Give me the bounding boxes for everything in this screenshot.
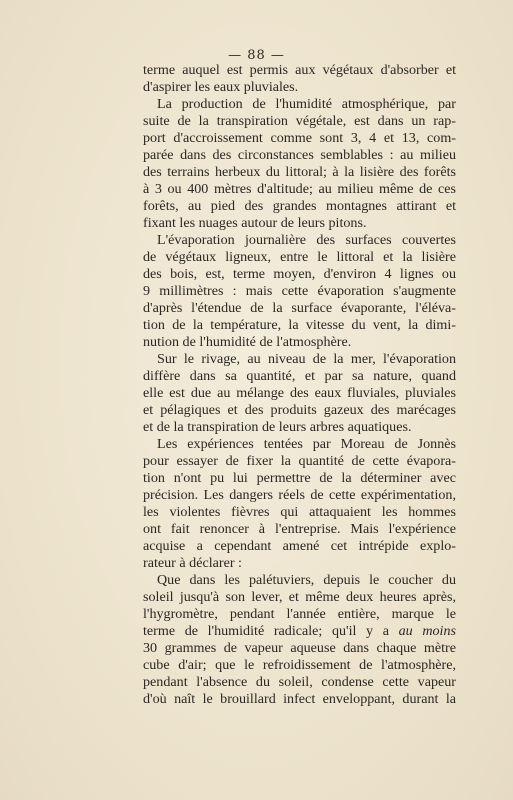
text-line: tion n'ont pu lui permettre de la déterminer avec bbox=[143, 470, 456, 486]
text-line: 9 millimètres : mais cette évaporation s'augmente bbox=[143, 283, 456, 299]
text-line: La production de l'humidité atmosphérique, par bbox=[157, 96, 456, 112]
page-number: — 88 — bbox=[228, 48, 285, 63]
text-line: nution de l'humidité de l'atmosphère. bbox=[143, 334, 352, 350]
text-line: d'où naît le brouillard infect enveloppant, durant la bbox=[143, 691, 456, 707]
text-line: port d'accroissement comme sont 3, 4 et 13, com- bbox=[143, 130, 456, 146]
text-line: elle est due au mélange des eaux fluviales, pluviales bbox=[143, 385, 456, 401]
text-line: parée dans des circonstances semblables : au milieu bbox=[143, 147, 456, 163]
text-line: et pélagiques et des produits gazeux des marécages bbox=[143, 402, 456, 418]
text-line: 30 grammes de vapeur aqueuse dans chaque mètre bbox=[143, 640, 456, 656]
text-line: diffère dans sa quantité, et par sa nature, quand bbox=[143, 368, 456, 384]
text-line: les violentes fièvres qui attaquaient les hommes bbox=[143, 504, 456, 520]
text-line: et de la transpiration de leurs arbres aquatiques. bbox=[143, 419, 412, 435]
text-line: fixant les nuages autour de leurs pitons. bbox=[143, 215, 367, 231]
text-line: suite de la transpiration végétale, est dans un rap- bbox=[143, 113, 456, 129]
text-line: Que dans les palétuviers, depuis le coucher du bbox=[157, 572, 456, 588]
text-line: rateur à déclarer : bbox=[143, 555, 242, 571]
text-line: ont fait renoncer à l'entreprise. Mais l'expérience bbox=[143, 521, 456, 537]
text-line: de végétaux ligneux, entre le littoral et la lisière bbox=[143, 249, 456, 265]
text-line: terme de l'humidité radicale; qu'il y a au moins bbox=[143, 623, 457, 639]
text-line: des terrains herbeux du littoral; à la lisière des forêts bbox=[143, 164, 456, 180]
text-line: pour essayer de fixer la quantité de cette évapora- bbox=[143, 453, 456, 469]
text-line: l'hygromètre, pendant l'année entière, marque le bbox=[143, 606, 456, 622]
text-line: pendant l'absence du soleil, condense cette vapeur bbox=[143, 674, 456, 690]
text-line: acquise a cependant amené cet intrépide explo- bbox=[143, 538, 456, 554]
text-line: Sur le rivage, au niveau de la mer, l'évaporation bbox=[157, 351, 456, 367]
text-line: forêts, au pied des grandes montagnes attirant et bbox=[143, 198, 456, 214]
text-line: des bois, est, terme moyen, d'environ 4 lignes ou bbox=[143, 266, 456, 282]
text-line: tion de la température, la vitesse du vent, la dimi- bbox=[143, 317, 456, 333]
body-text bbox=[143, 62, 456, 708]
text-line: soleil jusqu'à son lever, et même deux heures après, bbox=[143, 589, 456, 605]
text-line: cube d'air; que le refroidissement de l'atmosphère, bbox=[143, 657, 456, 673]
text-line: terme auquel est permis aux végétaux d'absorber et bbox=[143, 62, 456, 78]
text-line: à 3 ou 400 mètres d'altitude; au milieu même de ces bbox=[143, 181, 456, 197]
text-line: d'aspirer les eaux pluviales. bbox=[143, 79, 299, 95]
text-line: d'après l'étendue de la surface évaporante, l'éléva- bbox=[143, 300, 456, 316]
text-line: L'évaporation journalière des surfaces couvertes bbox=[157, 232, 456, 248]
text-line: Les expériences tentées par Moreau de Jonnès bbox=[157, 436, 456, 452]
text-line: précision. Les dangers réels de cette expérimentation, bbox=[143, 487, 456, 503]
